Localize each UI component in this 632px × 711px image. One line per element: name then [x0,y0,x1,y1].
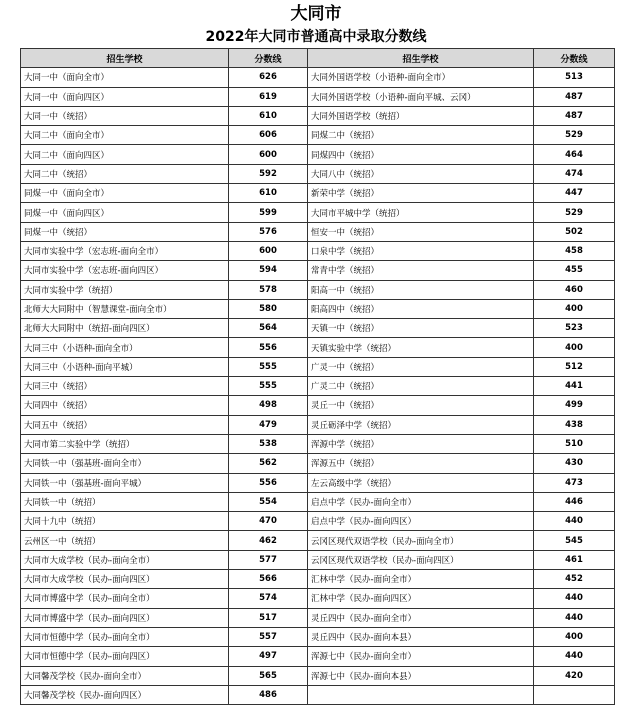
school-name-cell: 汇林中学（民办-面向四区） [308,589,534,608]
score-cell: 430 [534,454,615,473]
school-name-cell: 浑源五中（统招） [308,454,534,473]
school-name-cell: 大同市平城中学（统招） [308,203,534,222]
school-name-cell: 灵丘四中（民办-面向全市） [308,608,534,627]
table-row [21,531,615,550]
score-cell: 502 [534,222,615,241]
school-name-cell: 大同外国语学校（小语种-面向全市） [308,68,534,87]
school-name-cell: 浑源中学（统招） [308,434,534,453]
score-cell: 452 [534,570,615,589]
school-name-cell: 恒安一中（统招） [308,222,534,241]
table-row [21,627,615,646]
school-name-cell: 阳高四中（统招） [308,299,534,318]
table-row [21,280,615,299]
school-name-cell: 同煤四中（统招） [308,145,534,164]
table-row [21,589,615,608]
score-cell: 487 [534,87,615,106]
table-row [21,454,615,473]
school-name-cell: 广灵一中（统招） [308,357,534,376]
score-cell: 600 [229,241,308,260]
score-cell: 538 [229,434,308,453]
score-cell: 610 [229,184,308,203]
table-row [21,570,615,589]
school-name-cell: 汇林中学（民办-面向全市） [308,570,534,589]
score-cell: 499 [534,396,615,415]
school-name-cell: 广灵二中（统招） [308,377,534,396]
score-cell: 513 [534,68,615,87]
school-name-cell: 云州区一中（统招） [21,531,229,550]
score-cell: 556 [229,473,308,492]
score-cell: 600 [229,145,308,164]
score-cell: 461 [534,550,615,569]
school-name-cell: 灵丘砺泽中学（统招） [308,415,534,434]
score-cell: 462 [229,531,308,550]
table-row [21,666,615,685]
school-name-cell: 大同馨茂学校（民办-面向四区） [21,685,229,704]
school-name-cell: 阳高一中（统招） [308,280,534,299]
table-row [21,261,615,280]
school-name-cell: 大同二中（统招） [21,164,229,183]
table-row [21,222,615,241]
score-cell: 440 [534,647,615,666]
score-cell: 556 [229,338,308,357]
score-cell: 460 [534,280,615,299]
school-name-cell: 北师大大同附中（统招-面向四区） [21,319,229,338]
score-cell: 455 [534,261,615,280]
school-name-cell: 北师大大同附中（智慧课堂-面向全市） [21,299,229,318]
school-name-cell: 大同市大成学校（民办-面向四区） [21,570,229,589]
school-name-cell: 大同一中（面向四区） [21,87,229,106]
score-cell: 474 [534,164,615,183]
table-row [21,473,615,492]
school-name-cell: 大同馨茂学校（民办-面向全市） [21,666,229,685]
school-name-cell: 口泉中学（统招） [308,241,534,260]
school-name-cell: 大同铁一中（强基班-面向全市） [21,454,229,473]
school-name-cell: 大同外国语学校（小语种-面向平城、云冈） [308,87,534,106]
school-name-cell: 大同市大成学校（民办-面向全市） [21,550,229,569]
school-name-cell: 云冈区现代双语学校（民办-面向全市） [308,531,534,550]
school-name-cell: 同煤一中（面向全市） [21,184,229,203]
school-name-cell [308,685,534,704]
score-cell: 576 [229,222,308,241]
table-row [21,68,615,87]
score-cell: 517 [229,608,308,627]
school-name-cell: 灵丘四中（民办-面向本县） [308,627,534,646]
page-title: 2022年大同市普通高中录取分数线 [205,29,427,45]
score-cell: 523 [534,319,615,338]
score-cell: 578 [229,280,308,299]
score-cell: 420 [534,666,615,685]
school-name-cell: 大同一中（统招） [21,106,229,125]
score-cell: 510 [534,434,615,453]
table-row [21,106,615,125]
table-row [21,608,615,627]
score-cell: 562 [229,454,308,473]
table-header-row [21,49,615,68]
score-cell: 487 [534,106,615,125]
score-cell: 529 [534,203,615,222]
score-cell: 610 [229,106,308,125]
table-row [21,164,615,183]
city-title: 大同市 [290,4,342,24]
score-cell: 440 [534,512,615,531]
school-name-cell: 大同市博盛中学（民办-面向四区） [21,608,229,627]
table-row [21,685,615,704]
score-cell: 464 [534,145,615,164]
score-cell: 599 [229,203,308,222]
table-row [21,396,615,415]
school-name-cell: 浑源七中（民办-面向全市） [308,647,534,666]
score-cell: 446 [534,492,615,511]
score-cell: 473 [534,473,615,492]
table-row [21,145,615,164]
school-name-cell: 大同十九中（统招） [21,512,229,531]
score-cell: 565 [229,666,308,685]
score-cell: 557 [229,627,308,646]
school-name-cell: 大同二中（面向四区） [21,145,229,164]
score-cell: 545 [534,531,615,550]
school-name-cell: 大同市实验中学（宏志班-面向全市） [21,241,229,260]
school-name-cell: 常青中学（统招） [308,261,534,280]
school-name-cell: 大同铁一中（统招） [21,492,229,511]
school-name-cell: 大同市实验中学（宏志班-面向四区） [21,261,229,280]
score-cell: 441 [534,377,615,396]
school-name-cell: 大同三中（统招） [21,377,229,396]
school-name-cell: 大同市博盛中学（民办-面向全市） [21,589,229,608]
score-cell: 447 [534,184,615,203]
school-name-cell: 同煤一中（面向四区） [21,203,229,222]
score-cell: 564 [229,319,308,338]
table-row [21,319,615,338]
score-cell: 470 [229,512,308,531]
school-name-cell: 新荣中学（统招） [308,184,534,203]
table-row [21,550,615,569]
table-row [21,647,615,666]
school-name-cell: 同煤一中（统招） [21,222,229,241]
score-cell: 529 [534,126,615,145]
column-header-school: 招生学校 [308,49,534,68]
score-cell: 594 [229,261,308,280]
table-row [21,377,615,396]
table-row [21,492,615,511]
score-cell: 498 [229,396,308,415]
table-row [21,434,615,453]
column-header-score: 分数线 [229,49,308,68]
school-name-cell: 大同市第二实验中学（统招） [21,434,229,453]
school-name-cell: 大同市恒德中学（民办-面向四区） [21,647,229,666]
school-name-cell: 大同三中（小语种-面向平城） [21,357,229,376]
table-row [21,241,615,260]
score-cell: 400 [534,627,615,646]
score-cell: 479 [229,415,308,434]
score-cell: 486 [229,685,308,704]
score-cell: 458 [534,241,615,260]
school-name-cell: 大同外国语学校（统招） [308,106,534,125]
table-row [21,338,615,357]
school-name-cell: 大同铁一中（强基班-面向平城） [21,473,229,492]
school-name-cell: 大同五中（统招） [21,415,229,434]
school-name-cell: 云冈区现代双语学校（民办-面向四区） [308,550,534,569]
school-name-cell: 天镇一中（统招） [308,319,534,338]
table-row [21,203,615,222]
school-name-cell: 天镇实验中学（统招） [308,338,534,357]
score-cell: 574 [229,589,308,608]
column-header-score: 分数线 [534,49,615,68]
school-name-cell: 大同市实验中学（统招） [21,280,229,299]
score-cell: 440 [534,608,615,627]
school-name-cell: 启点中学（民办-面向四区） [308,512,534,531]
score-cell: 580 [229,299,308,318]
score-cell: 619 [229,87,308,106]
score-cell: 554 [229,492,308,511]
score-cell: 440 [534,589,615,608]
score-cell: 497 [229,647,308,666]
table-row [21,512,615,531]
school-name-cell: 大同三中（小语种-面向全市） [21,338,229,357]
score-cell: 438 [534,415,615,434]
table-body [21,68,615,705]
score-cell: 555 [229,377,308,396]
score-table [20,48,615,705]
school-name-cell: 大同二中（面向全市） [21,126,229,145]
score-cell: 626 [229,68,308,87]
score-cell: 606 [229,126,308,145]
school-name-cell: 大同市恒德中学（民办-面向全市） [21,627,229,646]
table-row [21,299,615,318]
score-cell [534,685,615,704]
table-row [21,415,615,434]
score-cell: 400 [534,299,615,318]
school-name-cell: 灵丘一中（统招） [308,396,534,415]
school-name-cell: 大同四中（统招） [21,396,229,415]
score-cell: 566 [229,570,308,589]
school-name-cell: 同煤二中（统招） [308,126,534,145]
table-row [21,184,615,203]
school-name-cell: 大同一中（面向全市） [21,68,229,87]
table-row [21,126,615,145]
table-row [21,87,615,106]
school-name-cell: 启点中学（民办-面向全市） [308,492,534,511]
column-header-school: 招生学校 [21,49,229,68]
score-cell: 592 [229,164,308,183]
score-cell: 555 [229,357,308,376]
school-name-cell: 浑源七中（民办-面向本县） [308,666,534,685]
score-cell: 400 [534,338,615,357]
school-name-cell: 大同八中（统招） [308,164,534,183]
table-row [21,357,615,376]
school-name-cell: 左云高级中学（统招） [308,473,534,492]
score-cell: 577 [229,550,308,569]
score-cell: 512 [534,357,615,376]
